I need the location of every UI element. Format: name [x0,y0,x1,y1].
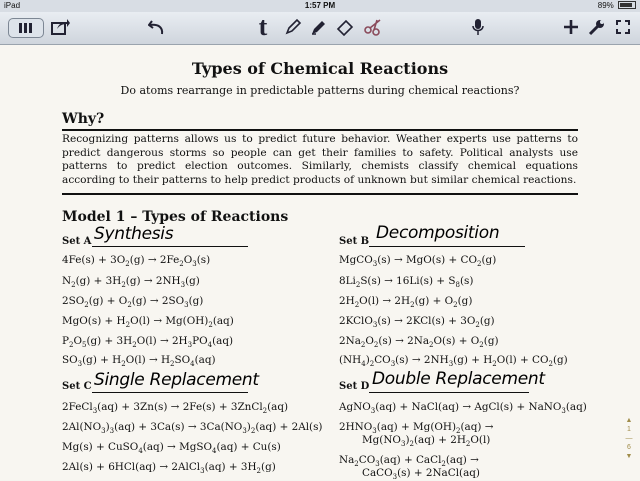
highlighter-icon[interactable] [308,15,330,39]
equation: 2FeCl$_3$(aq) + 3Zn(s) → 2Fe(s) + 3ZnCl$_2$(aq) [62,401,289,416]
add-icon[interactable] [560,15,582,39]
equation: MgCO$_3$(s) → $MgO(s) + CO_2(g)$ [339,254,497,269]
equation: $2HNO_3(aq) + Mg(OH)_2(aq)$ → [339,421,494,436]
set-c-label: Set C [62,381,92,392]
why-top-rule [62,129,578,131]
undo-icon[interactable] [146,15,168,39]
equation: $Na_2CO_3(aq)$ + CaCl$_2$(aq) → [339,454,479,469]
set-d-blank-line [369,392,529,393]
equation: $2Na_2O_2(s) \to 2Na_2O(s) + O_2(g)$ [339,335,499,350]
equation: $2H_2O(l) \to 2H_2(g) + O_2(g)$ [339,295,473,310]
battery-icon [618,1,636,9]
page-indicator[interactable]: ▲ 1 — 6 ▼ [622,416,636,461]
equation: $SO_3(g) + H_2O(l) \to H_2SO_4(aq)$ [62,354,216,369]
set-b-label: Set B [339,236,370,247]
set-c-blank-line [92,392,248,393]
battery-percent: 89% [597,1,614,10]
equation: 2Al(s) + 6HCl(aq) → 2AlCl$_3$(aq) + $3H_2(g)$ [62,461,276,476]
battery-indicator [598,1,636,10]
page-subtitle: Do atoms rearrange in predictable patterns during chemical reactions? [120,84,520,97]
pen-icon[interactable] [282,15,304,39]
microphone-icon[interactable] [467,15,489,39]
equation: $N_2(g) + 3H_2(g) \to 2NH_3(g)$ [62,275,200,290]
set-d-handwriting: Double Replacement [372,369,545,389]
why-bottom-rule [62,193,578,195]
equation: Mg(s) + CuSO$_4$(aq) → MgSO$_4$(aq) + Cu(s) [62,441,281,456]
chevron-down-icon[interactable]: ▼ [625,453,633,460]
equation: $2Al(NO_3)_3(aq) + 3Ca(s) \to 3Ca(NO_3)_2(aq) + 2Al(s)$ [62,421,323,436]
eraser-icon[interactable] [334,15,356,39]
equation: $MgO(s) + H_2O(l) \to Mg(OH)_2(aq)$ [62,315,234,330]
fullscreen-icon[interactable] [612,15,634,39]
equation: $P_2O_5(g) + 3H_2O(l) \to 2H_3PO_4(aq)$ [62,335,234,350]
text-tool-icon[interactable]: t [258,12,268,41]
device-label: iPad [4,1,21,10]
set-a-label: Set A [62,236,92,247]
model-heading: Model 1 – Types of Reactions [62,209,289,225]
chevron-up-icon[interactable]: ▲ [625,417,633,424]
status-bar [0,0,640,12]
why-heading: Why? [62,111,105,127]
equation: CaCO$_3$(s) + 2NaCl(aq) [362,467,480,481]
clock: 1:57 PM [304,1,336,10]
equation: $2SO_2(g) + O_2(g) \to 2SO_3(g)$ [62,295,204,310]
share-icon[interactable] [50,15,72,39]
set-c-handwriting: Single Replacement [94,370,259,390]
equation: AgNO$_3$(aq) + NaCl(aq) → AgCl(s) + NaNO$_3$(aq) [339,401,587,416]
library-icon[interactable] [8,18,44,38]
page-title: Types of Chemical Reactions [191,59,449,78]
equation: $(NH_4)_2CO_3(s) \to 2NH_3(g) + H_2O(l) + CO_2(g)$ [339,354,568,369]
equation: $4Fe(s) + 3O_2(g) \to 2Fe_2O_3(s)$ [62,254,211,269]
scissors-icon[interactable] [362,15,384,39]
total-page-count: 6 [627,444,631,451]
set-b-blank-line [369,246,525,247]
toolbar [0,12,640,45]
current-page-number: 1 [627,426,631,433]
set-d-label: Set D [339,381,370,392]
equation: 2KClO$_3$(s) → $2KCl(s) + 3O_2(g)$ [339,315,495,330]
wrench-icon[interactable] [586,15,608,39]
equation: $8Li_2S(s) \to 16Li(s) + S_8(s)$ [339,275,474,290]
set-b-handwriting: Decomposition [376,223,500,243]
set-a-handwriting: Synthesis [94,224,174,244]
why-paragraph: Recognizing patterns allows us to predict future behavior. Weather experts use patterns to predict dangerous storms so people can get their families to safety. Political analysts use patterns to predict election outcomes. Similarly, chemists classify chemical equations according to their patterns to help predict products of unknown but similar chemical reactions. [62,133,578,186]
set-a-blank-line [92,246,248,247]
equation: $Mg(NO_3)_2(aq) + 2H_2O(l)$ [362,434,491,449]
